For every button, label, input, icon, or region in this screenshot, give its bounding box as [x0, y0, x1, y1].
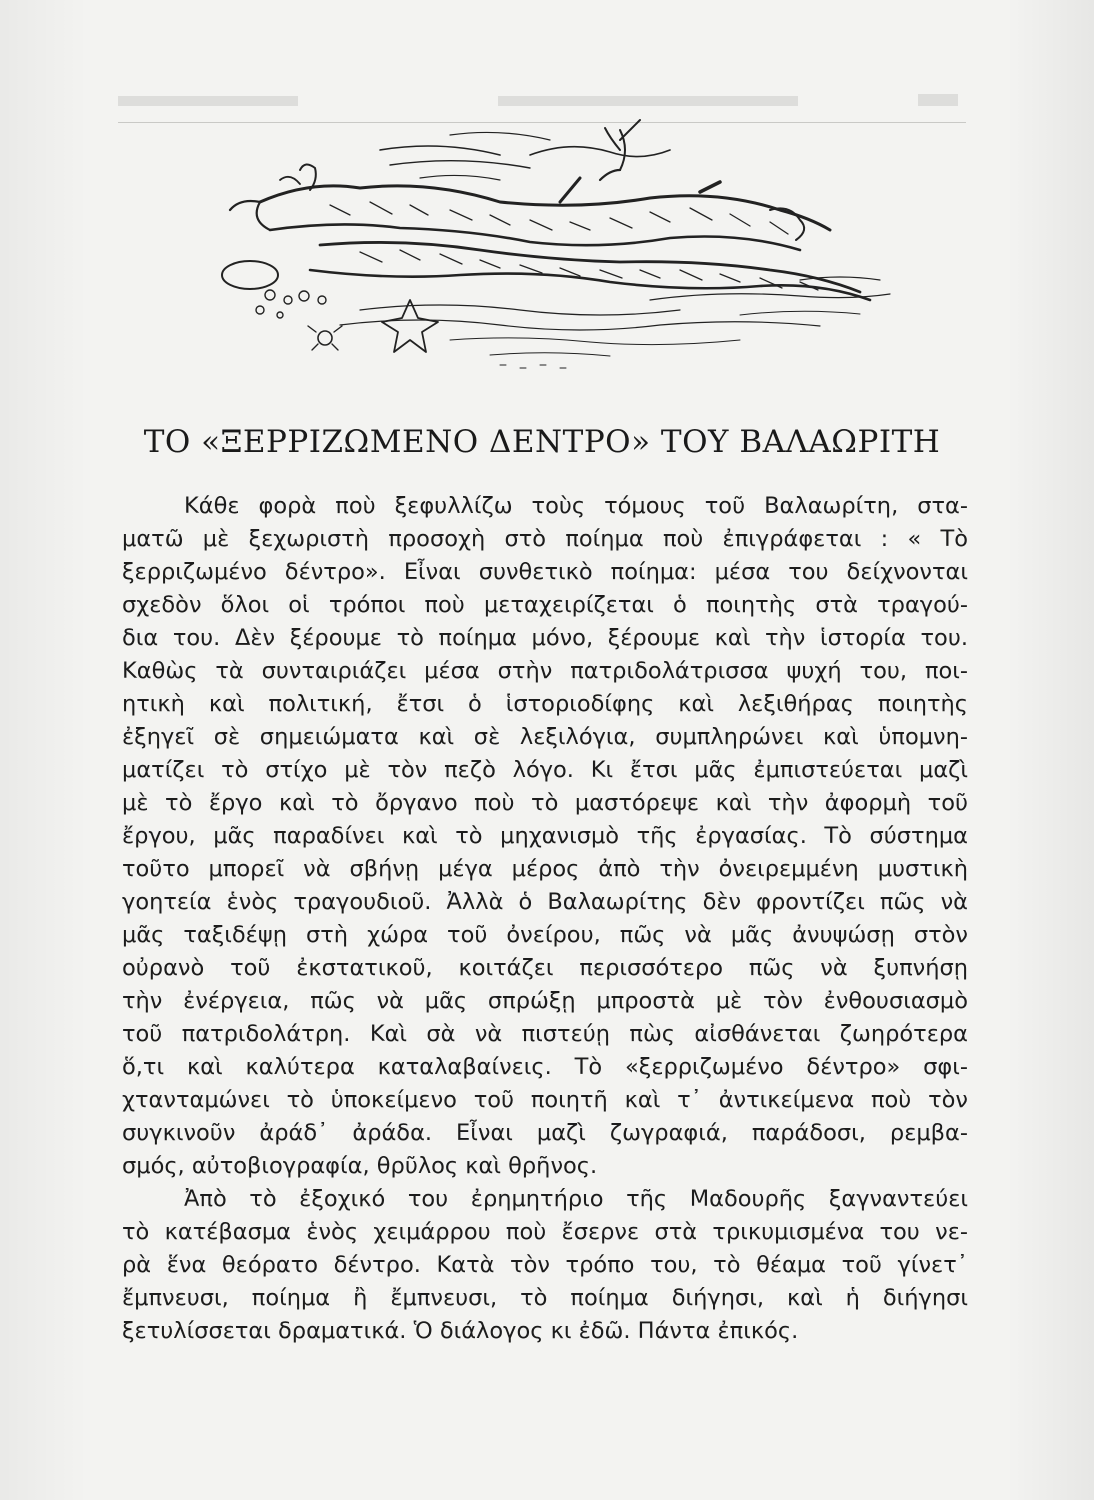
- text-line: Κάθε φορὰ ποὺ ξεφυλλίζω τοὺς τόμους τοῦ Βαλαωρίτη, στα-: [184, 493, 968, 519]
- bleed-through-running-head: [118, 88, 966, 112]
- text-line: γοητεία ἑνὸς τραγουδιοῦ. Ἀλλὰ ὁ Βαλαωρίτης δὲν φροντίζει πῶς νὰ: [122, 889, 968, 915]
- body-text: [122, 490, 968, 1348]
- text-line: σμός, αὐτοβιογραφία, θρῦλος καὶ θρῆνος.: [122, 1153, 598, 1179]
- text-line: μὲ τὸ ἔργο καὶ τὸ ὄργανο ποὺ τὸ μαστόρεψε καὶ τὴν ἀφορμὴ τοῦ: [122, 790, 968, 816]
- text-line: ὅ,τι καὶ καλύτερα καταλαβαίνεις. Τὸ «ξερριζωμένο δέντρο» σφι-: [122, 1054, 968, 1080]
- text-line: Ἀπὸ τὸ ἐξοχικό του ἐρημητήριο τῆς Μαδουρῆς ξαγναντεύει: [184, 1186, 968, 1212]
- uprooted-tree-illustration: [200, 110, 900, 380]
- text-line: ἐξηγεῖ σὲ σημειώματα καὶ σὲ λεξιλόγια, συμπληρώνει καὶ ὑπομνη-: [122, 724, 968, 750]
- text-line: χτανταμώνει τὸ ὑποκείμενο τοῦ ποιητῆ καὶ τ᾽ ἀντικείμενα ποὺ τὸν: [122, 1087, 968, 1113]
- text-line: τοῦ πατριδολάτρη. Καὶ σὰ νὰ πιστεύῃ πὼς αἰσθάνεται ζωηρότερα: [122, 1021, 968, 1047]
- chapter-title: ΤΟ «ΞΕΡΡΙΖΩΜΕΝΟ ΔΕΝΤΡΟ» ΤΟΥ ΒΑΛΑΩΡΙΤΗ: [143, 424, 941, 460]
- text-line: ματίζει τὸ στίχο μὲ τὸν πεζὸ λόγο. Κι ἔτσι μᾶς ἐμπιστεύεται μαζὶ: [122, 757, 968, 783]
- text-line: ξετυλίσσεται δραματικά. Ὁ διάλογος κι ἐδῶ. Πάντα ἐπικός.: [122, 1318, 799, 1344]
- text-line: ρὰ ἕνα θεόρατο δέντρο. Κατὰ τὸν τρόπο του, τὸ θέαμα τοῦ γίνετ᾽: [122, 1252, 968, 1278]
- text-line: τοῦτο μπορεῖ νὰ σβήνῃ μέγα μέρος ἀπὸ τὴν ὀνειρεμμένη μυστικὴ: [122, 856, 968, 882]
- text-line: ἔμπνευσι, ποίημα ἢ ἔμπνευσι, τὸ ποίημα διήγησι, καὶ ἡ διήγησι: [122, 1285, 968, 1311]
- paragraph-2: [122, 1183, 968, 1348]
- text-line: τὸ κατέβασμα ἑνὸς χειμάρρου ποὺ ἔσερνε στὰ τρικυμισμένα του νε-: [122, 1219, 968, 1245]
- text-line: ξερριζωμένο δέντρο». Εἶναι συνθετικὸ ποίημα: μέσα του δείχνονται: [122, 559, 968, 585]
- text-line: σχεδὸν ὅλοι οἱ τρόποι ποὺ μεταχειρίζεται ὁ ποιητὴς στὰ τραγού-: [122, 592, 968, 618]
- text-line: ματῶ μὲ ξεχωριστὴ προσοχὴ στὸ ποίημα ποὺ ἐπιγράφεται : « Τὸ: [122, 526, 968, 552]
- text-line: μᾶς ταξιδέψῃ στὴ χώρα τοῦ ὀνείρου, πῶς νὰ μᾶς ἀνυψώσῃ στὸν: [122, 922, 968, 948]
- text-line: συγκινοῦν ἀράδ᾽ ἀράδα. Εἶναι μαζὶ ζωγραφιά, παράδοσι, ρεμβα-: [122, 1120, 968, 1146]
- text-line: τὴν ἐνέργεια, πῶς νὰ μᾶς σπρώξῃ μπροστὰ μὲ τὸν ἐνθουσιασμὸ: [122, 988, 968, 1014]
- text-line: οὐρανὸ τοῦ ἐκστατικοῦ, κοιτάζει περισσότερο πῶς νὰ ξυπνήσῃ: [122, 955, 968, 981]
- text-line: Καθὼς τὰ συνταιριάζει μέσα στὴν πατριδολάτρισσα ψυχή του, ποι-: [122, 658, 968, 684]
- text-line: δια του. Δὲν ξέρουμε τὸ ποίημα μόνο, ξέρουμε καὶ τὴν ἱστορία του.: [122, 625, 968, 651]
- text-line: ἔργου, μᾶς παραδίνει καὶ τὸ μηχανισμὸ τῆς ἐργασίας. Τὸ σύστημα: [122, 823, 968, 849]
- paragraph-1: [122, 490, 968, 1183]
- text-line: ητικὴ καὶ πολιτική, ἔτσι ὁ ἱστοριοδίφης καὶ λεξιθήρας ποιητὴς: [122, 691, 968, 717]
